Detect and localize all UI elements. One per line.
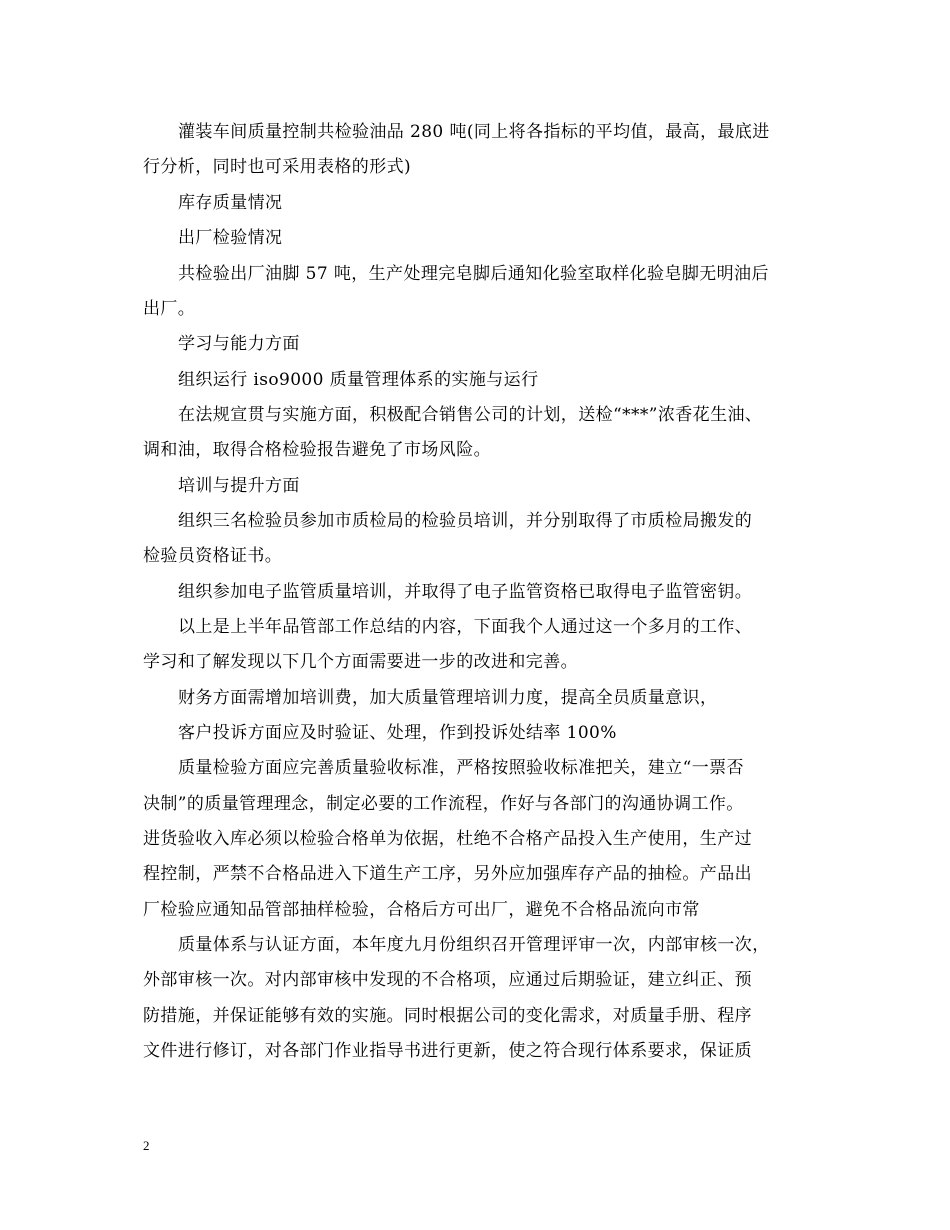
text-line: 组织运行 iso9000 质量管理体系的实施与运行 — [178, 370, 539, 390]
text-line: 调和油，取得合格检验报告避免了市场风险。 — [143, 440, 491, 460]
text-line: 防措施，并保证能够有效的实施。同时根据公司的变化需求，对质量手册、程序 — [143, 1006, 752, 1026]
text-line: 库存质量情况 — [178, 193, 283, 213]
text-line: 培训与提升方面 — [178, 476, 300, 496]
text-line: 行分析，同时也可采用表格的形式) — [143, 157, 412, 177]
text-line: 在法规宣贯与实施方面，积极配合销售公司的计划，送检“***”浓香花生油、 — [178, 405, 763, 425]
text-line: 质量体系与认证方面，本年度九月份组织召开管理评审一次，内部审核一次， — [178, 935, 770, 955]
text-line: 共检验出厂油脚 57 吨，生产处理完皂脚后通知化验室取样化验皂脚无明油后 — [178, 264, 769, 284]
page-number: 2 — [143, 1138, 150, 1153]
text-line: 决制”的质量管理理念，制定必要的工作流程，作好与各部门的沟通协调工作。 — [143, 794, 744, 814]
text-line: 以上是上半年品管部工作总结的内容，下面我个人通过这一个多月的工作、 — [178, 617, 753, 637]
text-line: 组织三名检验员参加市质检局的检验员培训，并分别取得了市质检局搬发的 — [178, 511, 753, 531]
text-line: 财务方面需增加培训费，加大质量管理培训力度，提高全员质量意识， — [178, 688, 718, 708]
text-line: 出厂检验情况 — [178, 228, 283, 248]
text-line: 外部审核一次。对内部审核中发现的不合格项，应通过后期验证，建立纠正、预 — [143, 970, 752, 990]
text-line: 质量检验方面应完善质量验收标准，严格按照验收标准把关，建立“一票否 — [178, 758, 744, 778]
text-line: 出厂。 — [143, 299, 196, 319]
text-line: 检验员资格证书。 — [143, 546, 283, 566]
text-line: 客户投诉方面应及时验证、处理，作到投诉处结率 100% — [178, 723, 617, 743]
text-line: 组织参加电子监管质量培训，并取得了电子监管资格已取得电子监管密钥。 — [178, 582, 753, 602]
text-line: 文件进行修订，对各部门作业指导书进行更新，使之符合现行体系要求，保证质 — [143, 1041, 752, 1061]
text-line: 学习与能力方面 — [178, 334, 300, 354]
text-line: 灌装车间质量控制共检验油品 280 吨(同上将各指标的平均值，最高，最底进 — [178, 122, 770, 142]
text-line: 厂检验应通知品管部抽样检验，合格后方可出厂，避免不合格品流向市常 — [143, 900, 700, 920]
text-line: 学习和了解发现以下几个方面需要进一步的改进和完善。 — [143, 652, 578, 672]
text-line: 程控制，严禁不合格品进入下道生产工序，另外应加强库存产品的抽检。产品出 — [143, 864, 752, 884]
text-line: 进货验收入库必须以检验合格单为依据，杜绝不合格产品投入生产使用，生产过 — [143, 829, 752, 849]
